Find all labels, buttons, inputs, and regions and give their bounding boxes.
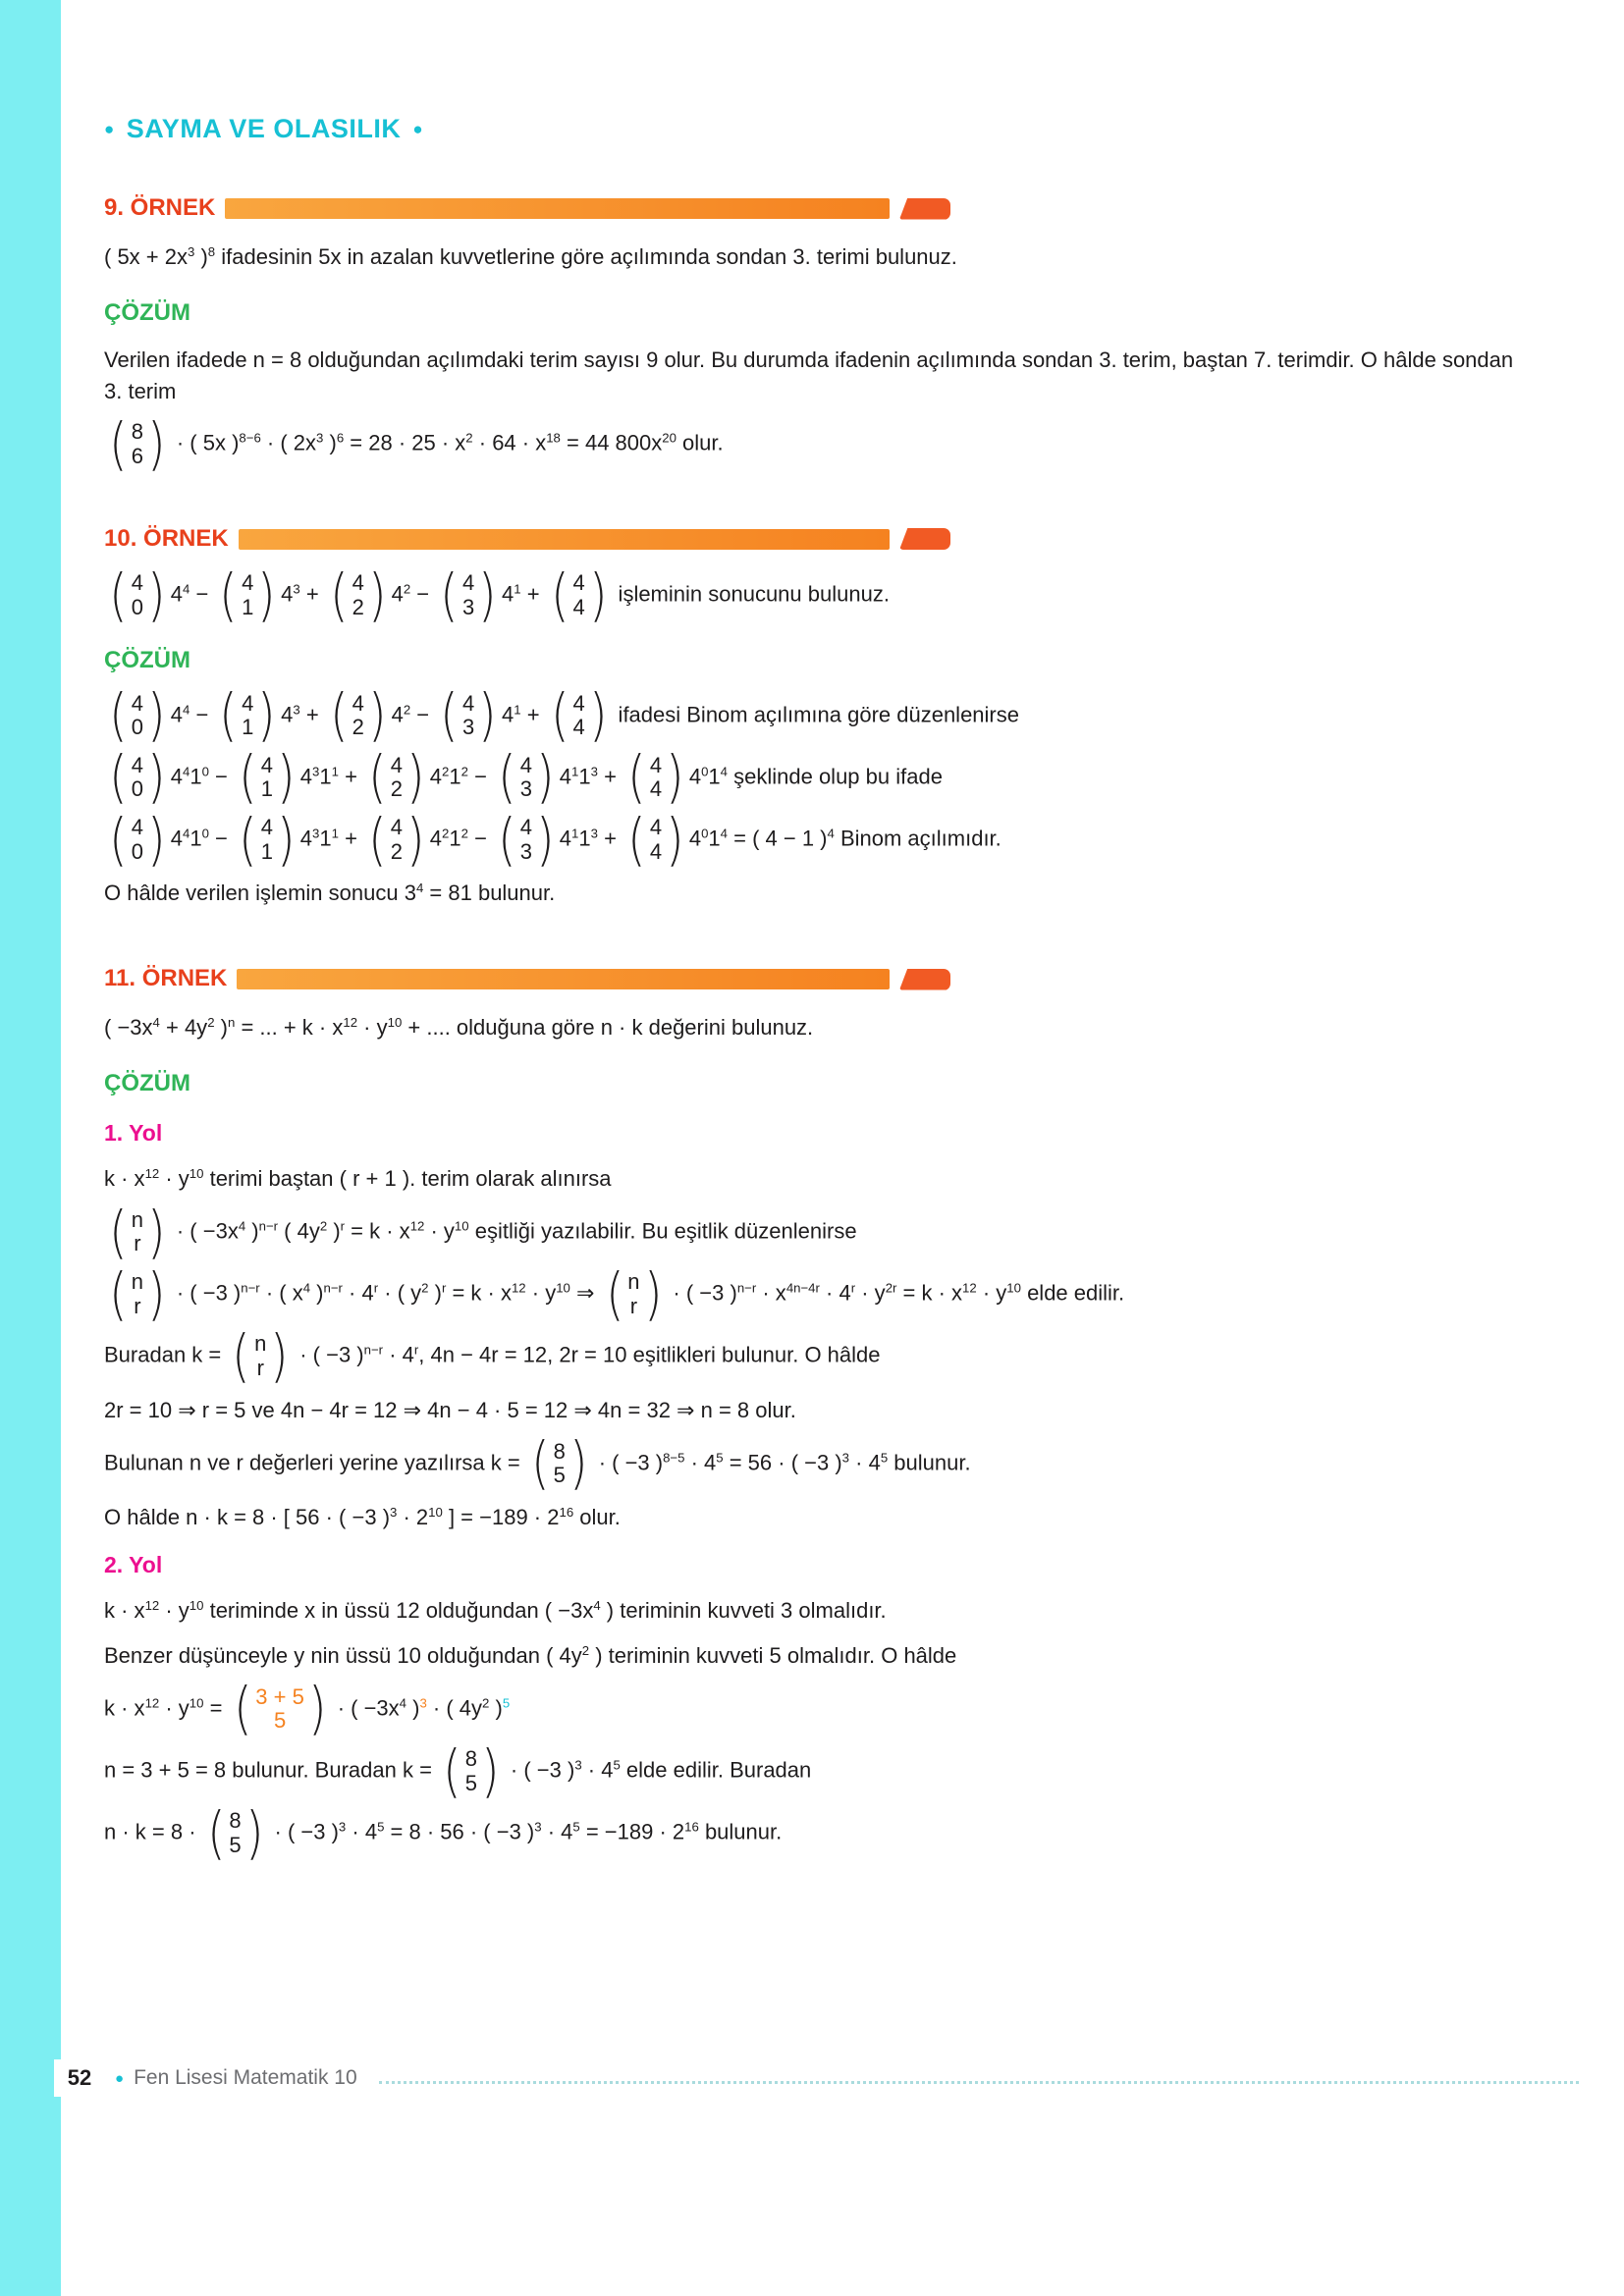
math-line: n · k = 8 · ( 8 5 ) · ( −3 )$^3 \cdot 4^5 = 8 \cdot 56$ · ( −3 )$^3 \cdot 4^5 = -189 \cdot 2^{16}$ bulunur. — [104, 1798, 783, 1866]
math-line: ( 8 6 ) · ( 5x )$^{8-6}$ · ( $2x^3$ )$^6 = 28 \cdot 25 \cdot x^2 \cdot 64 \cdot x^{18} = 44$ $800x^{20}$ olur. — [104, 420, 1526, 468]
binomial-coefficient: ( 4 0 ) — [109, 681, 166, 749]
example-10-problem: ( 4 0 ) $4^4$ − ( 4 1 ) $4^3$ + ( 4 2 ) $4^2$ − ( 4 3 ) $4^1$ + ( 4 4 ) işleminin sonucunu bulunuz. — [104, 571, 1526, 619]
binomial-coefficient: ( 4 0 ) — [109, 743, 166, 811]
example-header-bar-cap — [899, 528, 950, 550]
binomial-coefficient: ( 8 6 ) — [109, 410, 166, 478]
example-9-solution-intro: Verilen ifadede n = 8 olduğundan açılımdaki terim sayısı 9 olur. Bu durumda ifadenin açılımında sondan 3. terim, baştan 7. terimdir. O hâlde sondan 3. terim — [104, 347, 1514, 403]
example-header-bar — [239, 529, 890, 550]
solution-label: ÇÖZÜM — [104, 298, 190, 326]
bullet-icon: ● — [412, 120, 424, 139]
page-footer — [54, 2059, 1579, 2097]
method-2-label: 2. Yol — [104, 1551, 163, 1577]
binomial-coefficient: ( 3 + 5 5 ) — [233, 1675, 327, 1742]
example-header-bar-cap — [899, 969, 950, 990]
example-10 — [104, 522, 1526, 909]
math-line: 2r = 10 ⇒ r = 5 ve 4n − 4r = 12 ⇒ 4n − 4 · 5 = 12 ⇒ 4n = 32 ⇒ n = 8 olur. — [104, 1397, 796, 1422]
binomial-coefficient: ( 4 1 ) — [239, 805, 296, 873]
binomial-coefficient: ( 4 4 ) — [550, 561, 608, 629]
solution-label: ÇÖZÜM — [104, 1069, 190, 1096]
binomial-coefficient: ( n r ) — [605, 1259, 663, 1327]
bullet-icon: ● — [104, 120, 115, 139]
binomial-coefficient: ( 8 5 ) — [443, 1736, 500, 1804]
example-11 — [104, 962, 1526, 1866]
binomial-coefficient: ( 8 5 ) — [531, 1429, 588, 1497]
math-line: Bulunan n ve r değerleri yerine yazılırsa k = ( 8 5 ) · ( −3 )$^{8-5} \cdot 4^5 = 56$ · ( −3 )$^3 \cdot 4^5$ bulunur. — [104, 1429, 971, 1497]
example-9-label: 9. ÖRNEK — [104, 194, 216, 222]
binomial-coefficient: ( 4 3 ) — [440, 561, 497, 629]
page-content — [104, 110, 1526, 1911]
example-11-problem: ( $-3x^4 + 4y^2$ )$^n$ = ... + $k \cdot x^{12} \cdot y^{10}$ + .... olduğuna göre n · k değerini bulunuz. — [104, 1014, 814, 1040]
bullet-icon: ● — [115, 2069, 125, 2087]
example-9 — [104, 191, 1526, 478]
solution-label: ÇÖZÜM — [104, 646, 190, 673]
page-number-box — [54, 2059, 105, 2097]
binomial-coefficient: ( 4 3 ) — [498, 743, 555, 811]
binomial-coefficient: ( 8 5 ) — [206, 1798, 264, 1866]
math-line: ( 4 0 ) $4^4$ − ( 4 1 ) $4^3$ + ( 4 2 ) $4^2$ − ( 4 3 ) $4^1$ + ( 4 4 ) ifadesi Binom açılımına göre düzenlenirse — [104, 692, 1526, 740]
math-line: ( 4 0 ) $4^41^0$ − ( 4 1 ) $4^31^1$ + ( 4 2 ) $4^21^2$ − ( 4 3 ) $4^11^3$ + ( 4 4 ) $4^01^4$ = ( 4 − 1 )$^4$ Binom açılımıdır. — [104, 816, 1526, 864]
math-line: ( 4 0 ) $4^41^0$ − ( 4 1 ) $4^31^1$ + ( 4 2 ) $4^21^2$ − ( 4 3 ) $4^11^3$ + ( 4 4 ) $4^01^4$ şeklinde olup bu ifade — [104, 754, 1526, 802]
chapter-header — [104, 110, 1526, 148]
binomial-coefficient: ( 4 1 ) — [219, 561, 276, 629]
math-line: Benzer düşünceyle y nin üssü 10 olduğundan ( $4y^2$ ) teriminin kuvveti 5 olmalıdır. O hâlde — [104, 1642, 957, 1668]
example-11-label: 11. ÖRNEK — [104, 965, 228, 992]
left-color-bar — [0, 0, 61, 2296]
binomial-coefficient: ( 4 3 ) — [440, 681, 497, 749]
binomial-coefficient: ( 4 0 ) — [109, 805, 166, 873]
page-number: 52 — [67, 2065, 92, 2090]
example-9-problem: ( $5x + 2x^3$ )$^8$ ifadesinin 5x in azalan kuvvetlerine göre açılımında sondan 3. terimi bulunuz. — [104, 243, 957, 269]
math-line: Buradan k = ( n r ) · ( −3 )$^{n-r} \cdot 4^r$, 4n − 4r = 12, 2r = 10 eşitlikleri bulunur. O hâlde — [104, 1322, 881, 1390]
math-line: $k \cdot x^{12} \cdot y^{10}$ = ( 3 + 5 5 ) · ( $-3x^4$ )$^3$ · ( $4y^2$ )$^5$ — [104, 1675, 511, 1742]
book-title: Fen Lisesi Matematik 10 — [134, 2066, 357, 2089]
math-line: ( n r ) · ( $-3x^4$ )$^{n-r}$ ( $4y^2$ )$^r = k \cdot x^{12} \cdot y^{10}$ eşitliği yazılabilir. Bu eşitlik düzenlenirse — [104, 1208, 1526, 1256]
example-9-header — [104, 191, 950, 226]
example-header-bar-cap — [899, 198, 950, 220]
example-header-bar — [237, 969, 890, 989]
example-11-header — [104, 962, 950, 996]
math-line: O hâlde verilen işlemin sonucu $3^4 = 81$ bulunur. — [104, 881, 556, 906]
example-10-header — [104, 522, 950, 557]
math-line: $k \cdot x^{12} \cdot y^{10}$ terimi baştan ( r + 1 ). terim olarak alınırsa — [104, 1165, 612, 1191]
binomial-coefficient: ( 4 2 ) — [330, 561, 387, 629]
math-line: n = 3 + 5 = 8 bulunur. Buradan k = ( 8 5 ) · ( −3 )$^3 \cdot 4^5$ elde edilir. Buradan — [104, 1736, 812, 1804]
binomial-coefficient: ( n r ) — [109, 1259, 166, 1327]
binomial-coefficient: ( 4 4 ) — [550, 681, 608, 749]
footer-dotted-line — [379, 2081, 1579, 2084]
binomial-coefficient: ( 4 2 ) — [368, 805, 425, 873]
binomial-coefficient: ( 4 3 ) — [498, 805, 555, 873]
math-line: ( n r ) · ( −3 )$^{n-r}$ · ( $x^4$ )$^{n-r} \cdot 4^r$ · ( $y^2$ )$^r = k \cdot x^{12} \cdot y^{10}$ ⇒ ( n r ) · ( −3 )$^{n-r} \cdot x^{4n-4r} \cdot 4^r \cdot y^{2r} = k \cdot x^{12} \cdot y^{10}$ elde edilir. — [104, 1270, 1526, 1318]
binomial-coefficient: ( n r ) — [109, 1198, 166, 1265]
example-header-bar — [225, 198, 890, 219]
binomial-coefficient: ( 4 1 ) — [239, 743, 296, 811]
math-line: $k \cdot x^{12} \cdot y^{10}$ teriminde x in üssü 12 olduğundan ( $-3x^4$ ) teriminin kuvveti 3 olmalıdır. — [104, 1597, 887, 1623]
binomial-coefficient: ( 4 0 ) — [109, 561, 166, 629]
method-1-label: 1. Yol — [104, 1119, 163, 1146]
binomial-coefficient: ( 4 2 ) — [330, 681, 387, 749]
binomial-coefficient: ( n r ) — [232, 1322, 289, 1390]
chapter-title: SAYMA VE OLASILIK — [126, 114, 402, 143]
example-10-label: 10. ÖRNEK — [104, 524, 229, 552]
binomial-coefficient: ( 4 4 ) — [627, 805, 684, 873]
binomial-coefficient: ( 4 1 ) — [219, 681, 276, 749]
binomial-coefficient: ( 4 4 ) — [627, 743, 684, 811]
math-line: O hâlde n · k = 8 · [ 56 · ( −3 )$^3 \cdot 2^{10}$ ] = $-189 \cdot 2^{16}$ olur. — [104, 1504, 621, 1529]
binomial-coefficient: ( 4 2 ) — [368, 743, 425, 811]
